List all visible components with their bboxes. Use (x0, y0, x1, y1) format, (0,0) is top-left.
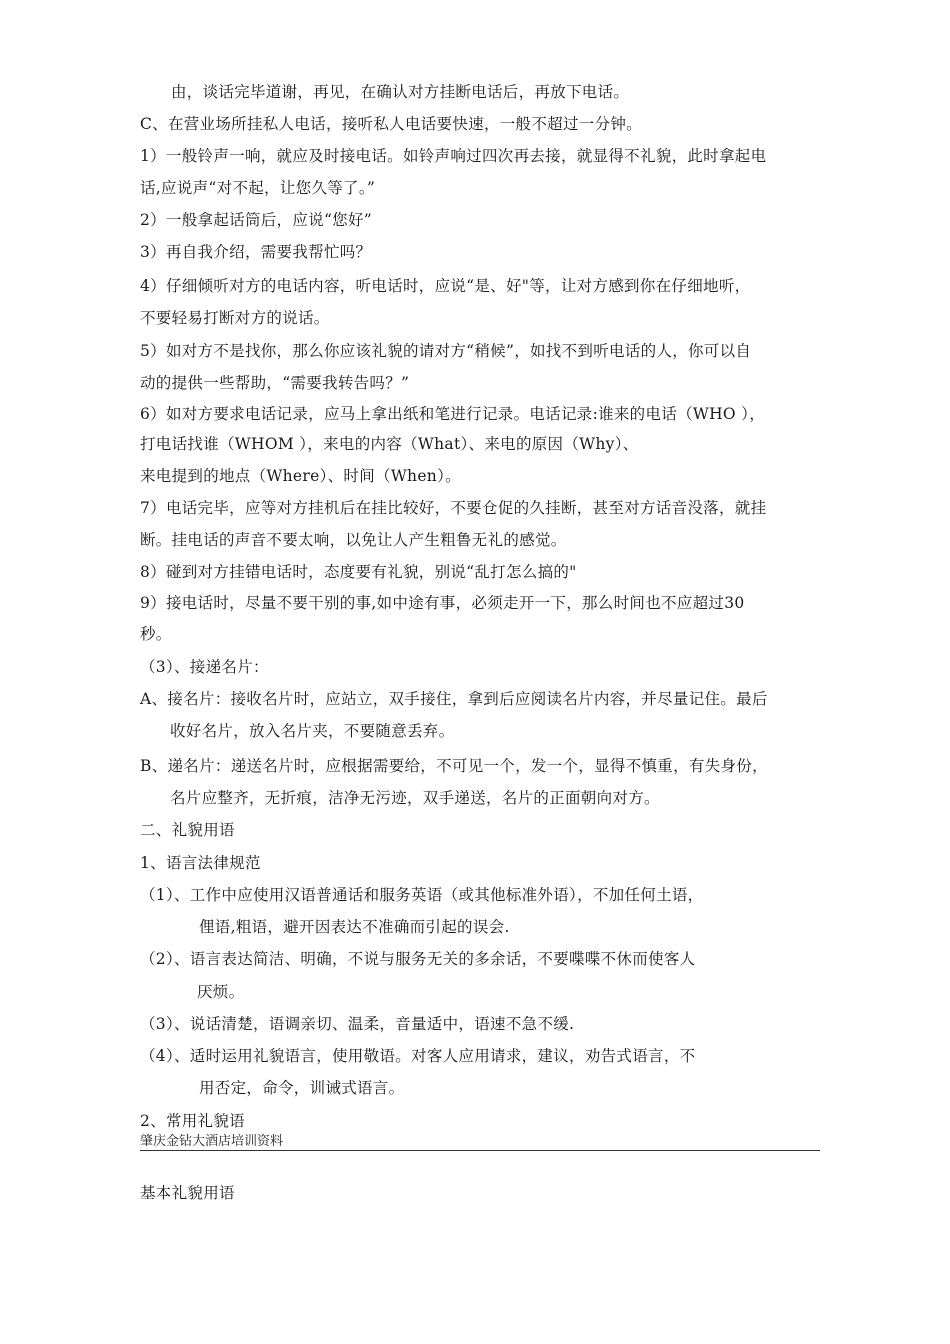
text-line: 1）一般铃声一响，就应及时接电话。如铃声响过四次再去接，就显得不礼貌，此时拿起电 (140, 147, 767, 165)
section-heading: 1、语言法律规范 (140, 854, 261, 872)
text-line: （4）、适时运用礼貌语言，使用敬语。对客人应用请求，建议，劝告式语言，不 (140, 1047, 696, 1065)
text-line: 用否定，命令，训诫式语言。 (199, 1079, 405, 1097)
text-line: 由，谈话完毕道谢，再见，在确认对方挂断电话后，再放下电话。 (171, 83, 630, 101)
text-line: 来电提到的地点（Where）、时间（When）。 (140, 467, 461, 485)
next-page-heading: 基本礼貌用语 (140, 1184, 235, 1202)
text-line: 不要轻易打断对方的说话。 (140, 309, 330, 327)
text-line: 8）碰到对方挂错电话时，态度要有礼貌，别说“乱打怎么搞的" (140, 563, 577, 581)
text-line: 打电话找谁（WHOM ），来电的内容（What）、来电的原因（Why）、 (140, 435, 639, 453)
text-line: （2）、语言表达简洁、明确，不说与服务无关的多余话，不要喋喋不休而使客人 (140, 950, 696, 968)
text-line: 俚语,粗语，避开因表达不准确而引起的误会. (199, 918, 510, 936)
text-line: 断。挂电话的声音不要太响，以免让人产生粗鲁无礼的感觉。 (140, 531, 567, 549)
text-line: 收好名片，放入名片夹，不要随意丢弃。 (170, 722, 455, 740)
text-line: C、在营业场所挂私人电话，接听私人电话要快速，一般不超过一分钟。 (140, 115, 642, 133)
text-line: 话,应说声“对不起，让您久等了。” (140, 179, 376, 197)
text-line: 3）再自我介绍，需要我帮忙吗？ (140, 243, 372, 261)
text-line: 9）接电话时，尽量不要干别的事,如中途有事，必须走开一下，那么时间也不应超过30 (140, 594, 745, 612)
text-line: 6）如对方要求电话记录，应马上拿出纸和笔进行记录。电话记录:谁来的电话（WHO ）， (140, 405, 766, 423)
page-footer: 肇庆金钻大酒店培训资料 (140, 1134, 284, 1149)
text-line: B、递名片：递送名片时，应根据需要给，不可见一个，发一个，显得不慎重，有失身份， (140, 757, 768, 775)
text-line: 厌烦。 (197, 983, 245, 1001)
text-line: A、接名片：接收名片时，应站立，双手接住，拿到后应阅读名片内容，并尽量记住。最后 (140, 690, 768, 708)
text-line: 4）仔细倾听对方的电话内容，听电话时，应说“是、好"等，让对方感到你在仔细地听， (140, 277, 751, 295)
footer-divider (140, 1150, 820, 1151)
text-line: 动的提供一些帮助，“需要我转告吗？” (140, 374, 410, 392)
text-line: 名片应整齐，无折痕，洁净无污迹，双手递送，名片的正面朝向对方。 (170, 789, 660, 807)
section-heading: （3）、接递名片： (140, 658, 269, 676)
text-line: 2）一般拿起话筒后，应说“您好” (140, 211, 373, 229)
text-line: 秒。 (140, 625, 172, 643)
text-line: 7）电话完毕，应等对方挂机后在挂比较好，不要仓促的久挂断，甚至对方话音没落，就挂 (140, 499, 767, 517)
text-line: （1）、工作中应使用汉语普通话和服务英语（或其他标准外语），不加任何土语， (140, 886, 704, 904)
text-line: （3）、说话清楚，语调亲切、温柔，音量适中，语速不急不缓. (140, 1015, 575, 1033)
section-heading: 2、常用礼貌语 (140, 1112, 245, 1130)
text-line: 5）如对方不是找你，那么你应该礼貌的请对方“稍候”，如找不到听电话的人，你可以自 (140, 342, 752, 360)
section-heading: 二、礼貌用语 (140, 821, 235, 839)
